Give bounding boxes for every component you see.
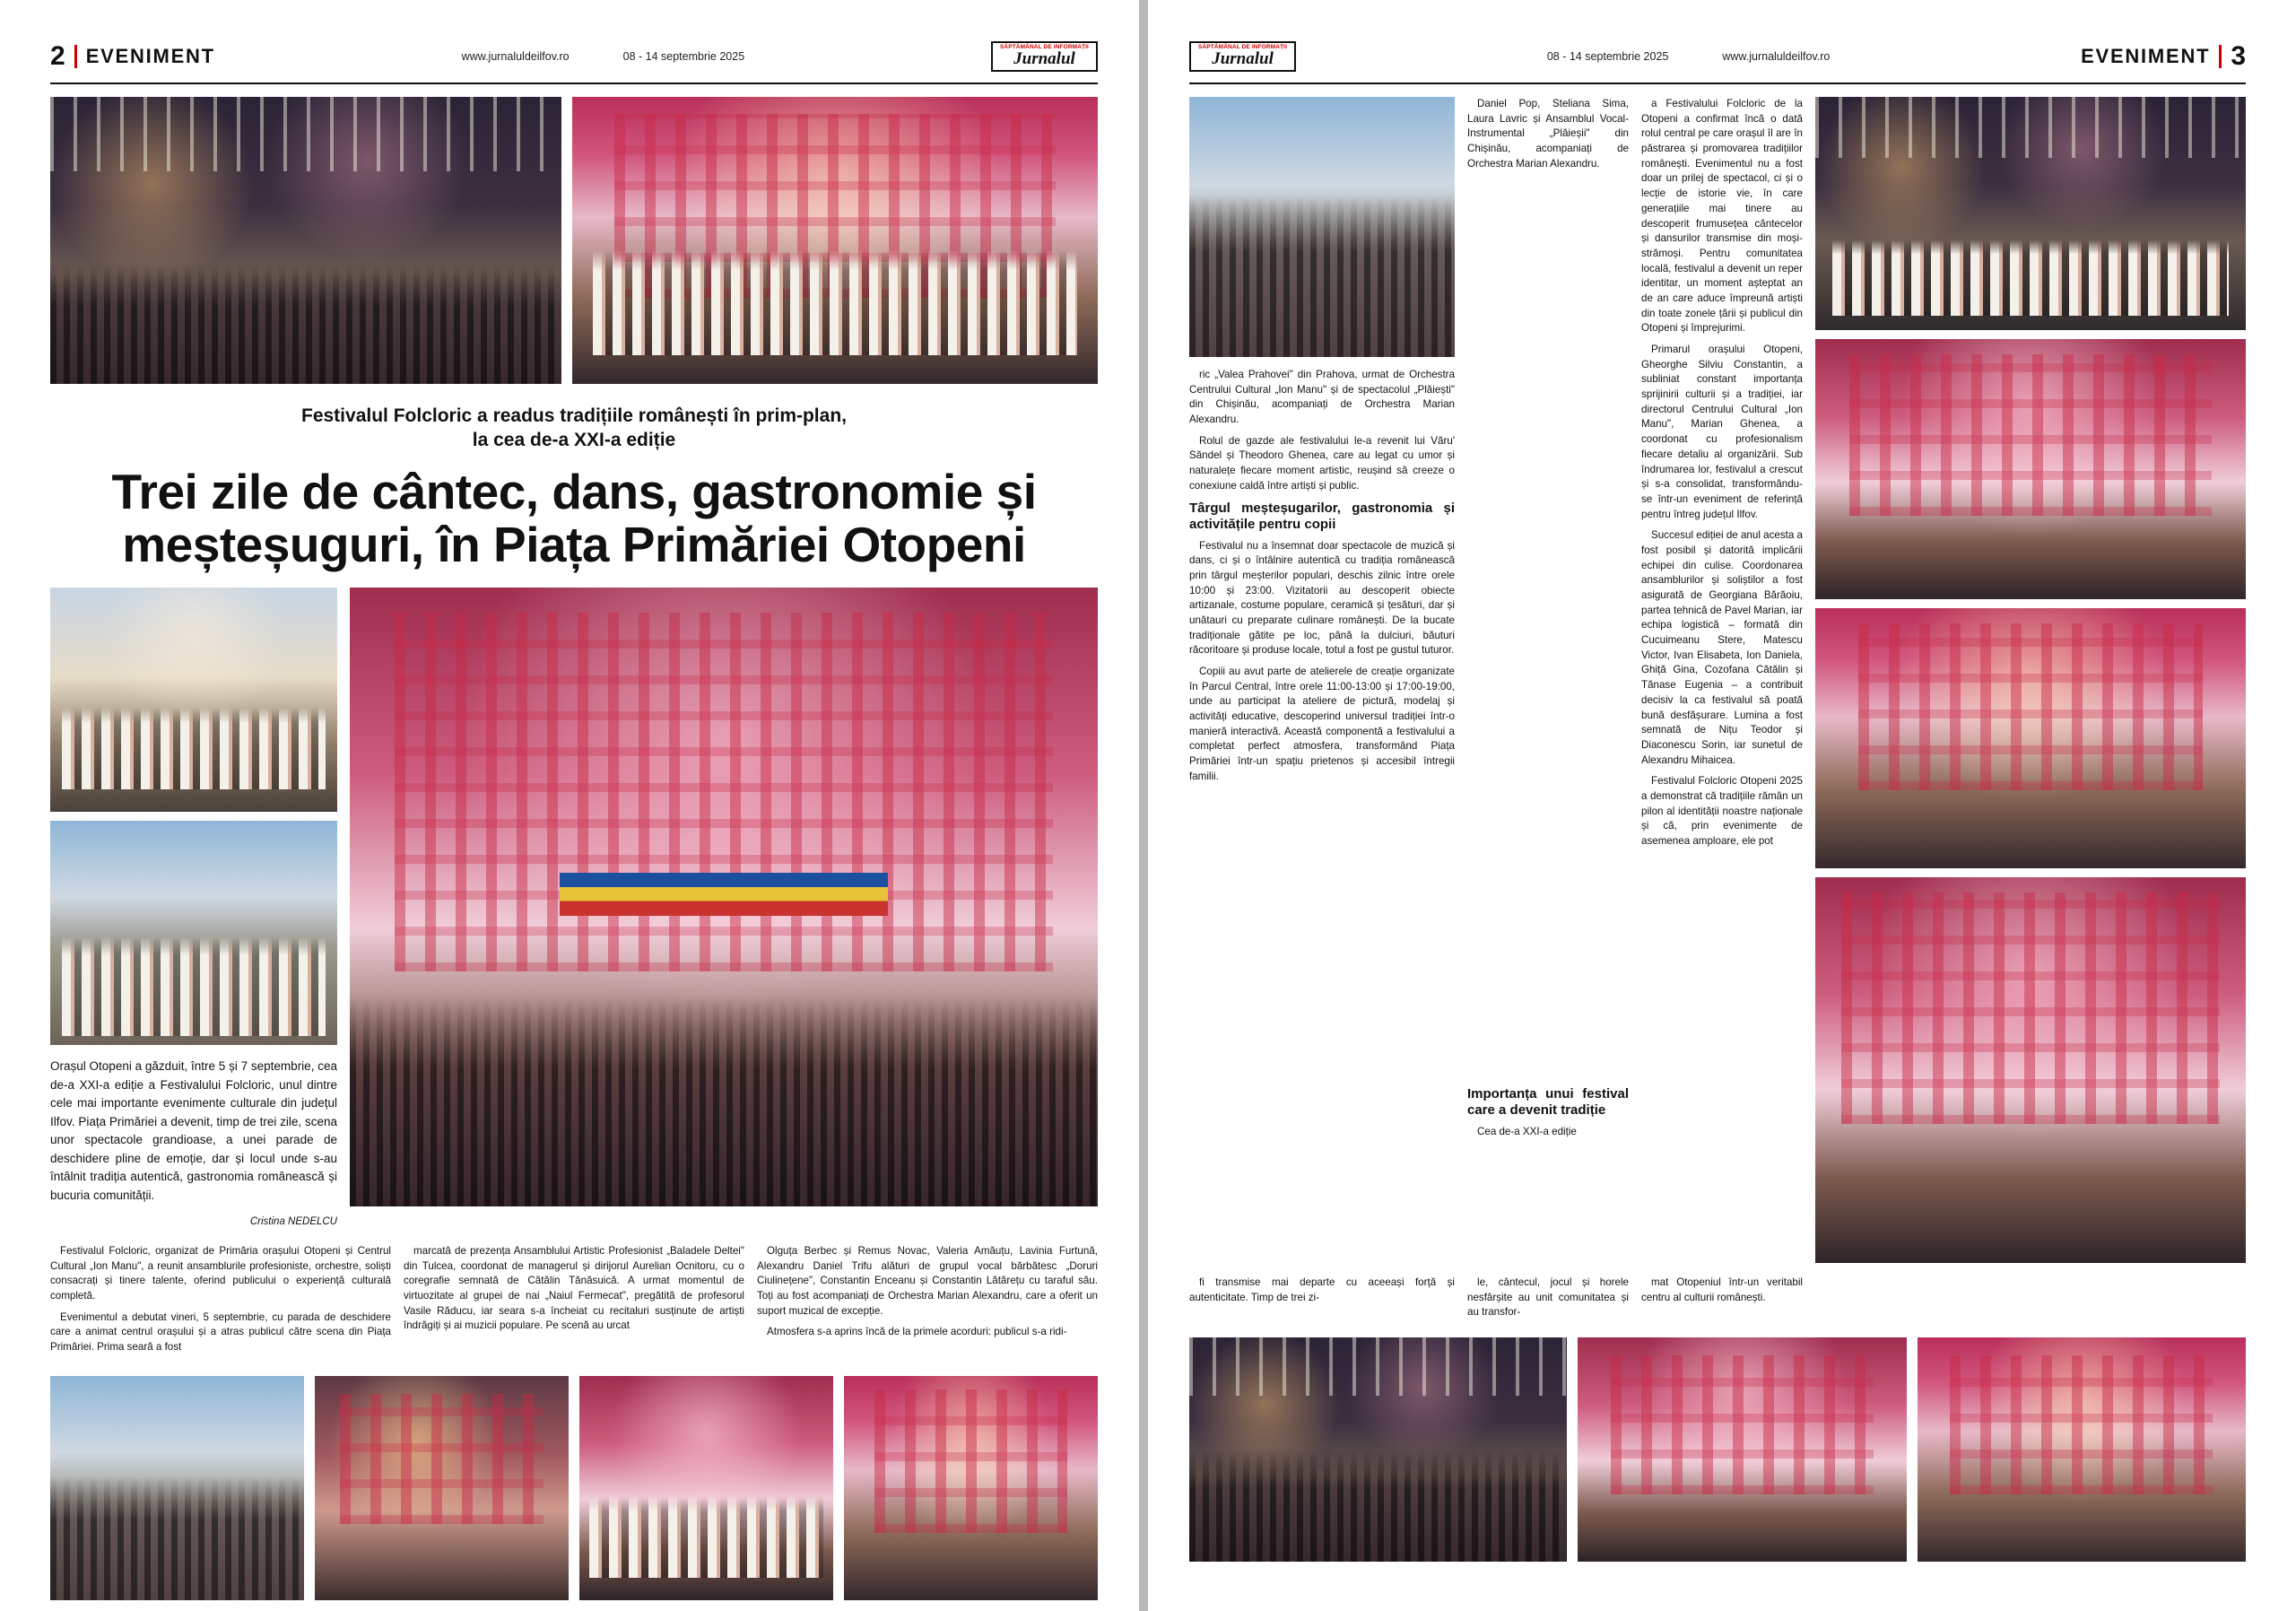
article-bottom-a: fi transmise mai departe cu aceeași forță și autenticitate. Timp de trei zi- xyxy=(1189,1276,1455,1303)
article-right-column-2: Daniel Pop, Steliana Sima, Laura Lavric și Ansamblul Vocal-Instrumental „Plăieșii" din Chișinău, acompaniați de Orchestra Marian Alexandru. xyxy=(1467,98,1629,170)
section-subtitle-importanta: Importanța unui festival care a devenit tradiție xyxy=(1467,1086,1629,1119)
header-website: www.jurnaluldeilfov.ro xyxy=(1722,50,1831,63)
header-left xyxy=(50,36,1098,84)
lead-paragraph: Orașul Otopeni a găzduit, între 5 și 7 septembrie, cea de-a XXI-a ediție a Festivalului Folcloric, unul dintre cele mai importante evenimente culturale din județul Ilfov. Piața Primăriei a devenit, timp de trei zile, scena unor spectacole grandioase, a unei parade de deschidere pline de emoție, dar și locul unde s-au întâlnit tradiția autentică, gastronomia românească și bucuria comunității. Cristina NEDELCU xyxy=(50,1058,337,1230)
photo-festival-night-crowd-stage xyxy=(50,97,561,384)
photo-main-stage-wide-folk-backdrop xyxy=(350,588,1098,1206)
page-number: 3 xyxy=(2231,41,2246,71)
page-left xyxy=(0,0,1139,1611)
photo-duo-performers-stage xyxy=(1918,1337,2246,1562)
article-bottom-b: le, cântecul, jocul și horele nesfârșite au unit comunitatea și au transfor- xyxy=(1467,1276,1629,1319)
header-date: 08 - 14 septembrie 2025 xyxy=(1546,50,1669,63)
photo-dancers-line-stage xyxy=(579,1376,833,1600)
photo-crowd-dancing-hora xyxy=(50,1376,304,1600)
header-website: www.jurnaluldeilfov.ro xyxy=(461,50,570,63)
photo-audience-seated-day xyxy=(1189,97,1455,357)
photo-dancers-on-stage-men xyxy=(572,97,1098,384)
photo-singer-with-microphone xyxy=(844,1376,1098,1600)
article-bottom-c: mat Otopeniul într-un veritabil centru al culturii românești. xyxy=(1641,1276,1803,1303)
header-divider xyxy=(74,45,77,68)
section-label: EVENIMENT xyxy=(85,45,215,67)
article-column-c: Olguța Berbec și Remus Novac, Valeria Amăuțu, Lavinia Furtună, Alexandru Daniel Trifu alături de grupul vocal bărbătesc „Doruri Ciulinețene", Constantin Enceanu și Constantin Lătărețu cu taraful său. Toți au fost acompaniați de Orchestra Marian Alexandru, care a oferit un suport muzical de excepție. Atmosfera s-a aprins încă de la primele acorduri: publicul s-a ridi- xyxy=(757,1244,1098,1338)
page-right xyxy=(1148,0,2296,1611)
article-right-column-3: a Festivalului Folcloric de la Otopeni a confirmat încă o dată rolul central pe care orașul îl are în păstrarea și promovarea tradițiilor românești. Evenimentul nu a fost doar un prilej de spectacol, ci și o lecție de istorie vie, în care generațiile mai tinere au descoperit frumusețea cântecelor și dansurilor transmise din moși-strămoși. Pentru comunitatea locală, festivalul a devenit un reper identitar, un moment așteptat an de an care aduce împreună artiști din toate zonele țării și publicul din Otopeni și împrejurimi. Primarul orașului Otopeni, Gheorghe Silviu Constantin, a subliniat constant importanța sprijinirii culturii și a tradiției, iar directorul Centrului Cultural „Ion Manu", Marian Ghenea, a coordonat cu profesionalism fiecare detaliu al organizării. Sub îndrumarea lor, festivalul a crescut și s-a consolidat, transformându-se într-un eveniment de referință pentru întreg județul Ilfov. Succesul ediției de anul acesta a fost posibil și datorită implicării echipei din culise. Coordonarea ansamblurilor și soliștilor a fost asigurată de Georgiana Bărăoiu, partea tehnică de Pavel Marian, iar echipa logistică – formată din Cucuimeanu Stere, Matescu Victor, Ivan Elisabeta, Ion Daniela, Ghiță Gina, Cozofana Cătălin și Tănase Eugenia – a contribuit decisiv la ca festivalul să poată bună desfășurare. Lumina a fost semnată de Nițu Teodor și Diaconescu Sorin, iar sunetul de Alexandru Mihaicea. Festivalul Folcloric Otopeni 2025 a demonstrat că tradițiile rămân un pilon al identității noastre naționale și că, prin evenimente de asemenea amploare, ele pot xyxy=(1641,98,1803,847)
header-divider xyxy=(2219,45,2222,68)
photo-parade-dancers-in-costume xyxy=(50,588,337,812)
header-right xyxy=(1189,36,2246,84)
photo-soloist-on-stage xyxy=(315,1376,569,1600)
header-date: 08 - 14 septembrie 2025 xyxy=(622,50,745,63)
byline: Cristina NEDELCU xyxy=(249,1215,337,1227)
photo-folk-singer-stage xyxy=(1578,1337,1906,1562)
subheadline: Festivalul Folcloric a readus tradițiile românești în prim-plan, la cea de-a XXI-a ediție xyxy=(301,405,847,451)
section-label: EVENIMENT xyxy=(2081,45,2211,67)
masthead-logo xyxy=(1189,41,1296,73)
photo-soloist-red-costume xyxy=(1815,608,2246,868)
page-title: Trei zile de cântec, dans, gastronomie și meșteșuguri, în Piața Primăriei Otopeni xyxy=(111,463,1037,572)
article-column-b: marcată de prezența Ansamblului Artistic Profesionist „Baladele Deltei" din Tulcea, coordonat de managerul și dirijorul Aurelian Ocnitoru, cu o coregrafie semnată de Cătălin Tănăsuică. A urmat momentul de virtuozitate al grupei de nai „Naiul Fermecat", pregătită de profesorul Vasile Răducu, iar seara s-a încheiat cu recitaluri susținute de artiști îndrăgiți și ai muzicii populare. Pe scenă au urcat xyxy=(404,1244,744,1332)
article-column-a: Festivalul Folcloric, organizat de Primăria orașului Otopeni și Centrul Cultural „Ion Manu", a reunit ansamblurile profesioniste, orchestre, soliști consacrați și tinere talente, oferind publicului o experiență culturală completă. Evenimentul a debutat vineri, 5 septembrie, cu parada de deschidere care a animat centrul orașului și a atras publicul către scena din Piața Primăriei. Prima seară a fost xyxy=(50,1244,391,1354)
masthead-name: Jurnalul xyxy=(1013,49,1075,69)
photo-orchestra-on-stage xyxy=(1815,339,2246,599)
article-right-column-1: ric „Valea Prahovei" din Prahova, urmat de Orchestra Centrului Cultural „Ion Manu" și de spectacolul „Plăiești" din Chișinău, acompaniați de Orchestra Marian Alexandru. Rolul de gazde ale festivalului le-a revenit lui Văru' Săndel și Theodoro Ghenea, care au legat cu umor și naturalețe fiecare moment artistic, reușind să creeze o conexiune caldă între artiști și public. Târgul meșteșugarilor, gastronomia și activitățile pentru copii Festivalul nu a însemnat doar spectacole de muzică și dans, ci și o întâlnire autentică cu tradiția românească prin târgul meșterilor populari, deschis zilnic între orele 10:00 și 23:00. Vizitatorii au descoperit obiecte artizanale, costume populare, ceramică și țesături, dar și unătauri cu preparate culinare românești. De la bucate tradiționale gătite pe loc, până la dulciuri, băuturi răcoritoare și produse locale, totul a fost pe gustul tuturor. Copiii au avut parte de atelierele de creație organizate în Parcul Central, între orele 11:00-13:00 și 17:00-19:00, unde au participat la ateliere de pictură, modelaj și activități educative, descoperind universul tradiției într-o manieră interactivă. Această componentă a festivalului a completat perfect atmosfera, transformând Piața Primăriei într-un spațiu prietenos și accesibil întregii familii. xyxy=(1189,369,1455,782)
section-subtitle-targul: Târgul meșteșugarilor, gastronomia și activitățile pentru copii xyxy=(1189,500,1455,532)
photo-female-soloist-closeup xyxy=(1815,877,2246,1263)
masthead-tagline: SĂPTĂMÂNAL DE INFORMAȚII xyxy=(1198,43,1288,50)
photo-parade-street-flags xyxy=(50,821,337,1045)
photo-night-crowd-wide xyxy=(1189,1337,1567,1562)
photo-hosts-on-stage xyxy=(1815,97,2246,330)
masthead-logo xyxy=(991,41,1098,73)
page-number: 2 xyxy=(50,41,65,71)
masthead-tagline: SĂPTĂMÂNAL DE INFORMAȚII xyxy=(999,43,1089,50)
masthead-name: Jurnalul xyxy=(1212,49,1274,69)
article-right-column-2b: Importanța unui festival care a devenit tradiție Cea de-a XXI-a ediție xyxy=(1467,1086,1629,1138)
